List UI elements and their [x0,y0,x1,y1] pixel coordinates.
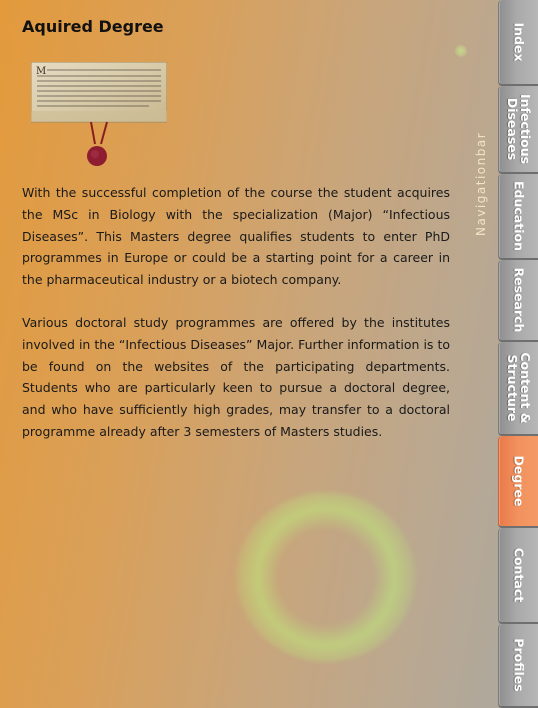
tab-research-label: Research [511,267,526,333]
tab-profiles[interactable] [498,624,538,708]
tab-education-label: Education [511,181,526,251]
tab-index-label: Index [511,22,526,62]
page-title: Aquired Degree [22,17,164,36]
tab-degree-label: Degree [511,455,526,507]
paragraph-degree: With the successful completion of the course the student acquires the MSc in Biology with the specialization (Major) “Infectious Diseases”. This Masters degree qualifies students to enter PhD programmes in Europe or could be a starting point for a career in the pharmaceutical industry or a biotech company. [22,185,450,288]
tab-infectious-diseases[interactable] [498,86,538,174]
tab-education[interactable] [498,174,538,260]
tab-infectious-diseases-label: Infectious Diseases [504,93,533,165]
svg-text:M: M [36,66,47,77]
background-glow [236,492,416,662]
tab-degree[interactable] [498,436,538,528]
tab-content-structure[interactable] [498,342,538,436]
background-spark [455,45,467,57]
tab-profiles-label: Profiles [511,638,526,692]
content-area [22,182,450,464]
navigationbar-label: Navigationbar [474,131,488,236]
diploma-image [31,62,167,170]
tab-content-structure-label: Content & Structure [504,352,533,424]
paragraph-doctoral: Various doctoral study programmes are offered by the institutes involved in the “Infectious Diseases” Major. Further information is to be found on the websites of the participating departments. Students who are particularly keen to pursue a doctoral degree, and who have sufficiently high grades, may transfer to a doctoral programme already after 3 semesters of Masters studies. [22,314,450,439]
tab-research[interactable] [498,260,538,342]
tab-contact-label: Contact [511,547,526,603]
tab-index[interactable] [498,0,538,86]
tab-contact[interactable] [498,528,538,624]
navigation-bar [498,0,538,708]
